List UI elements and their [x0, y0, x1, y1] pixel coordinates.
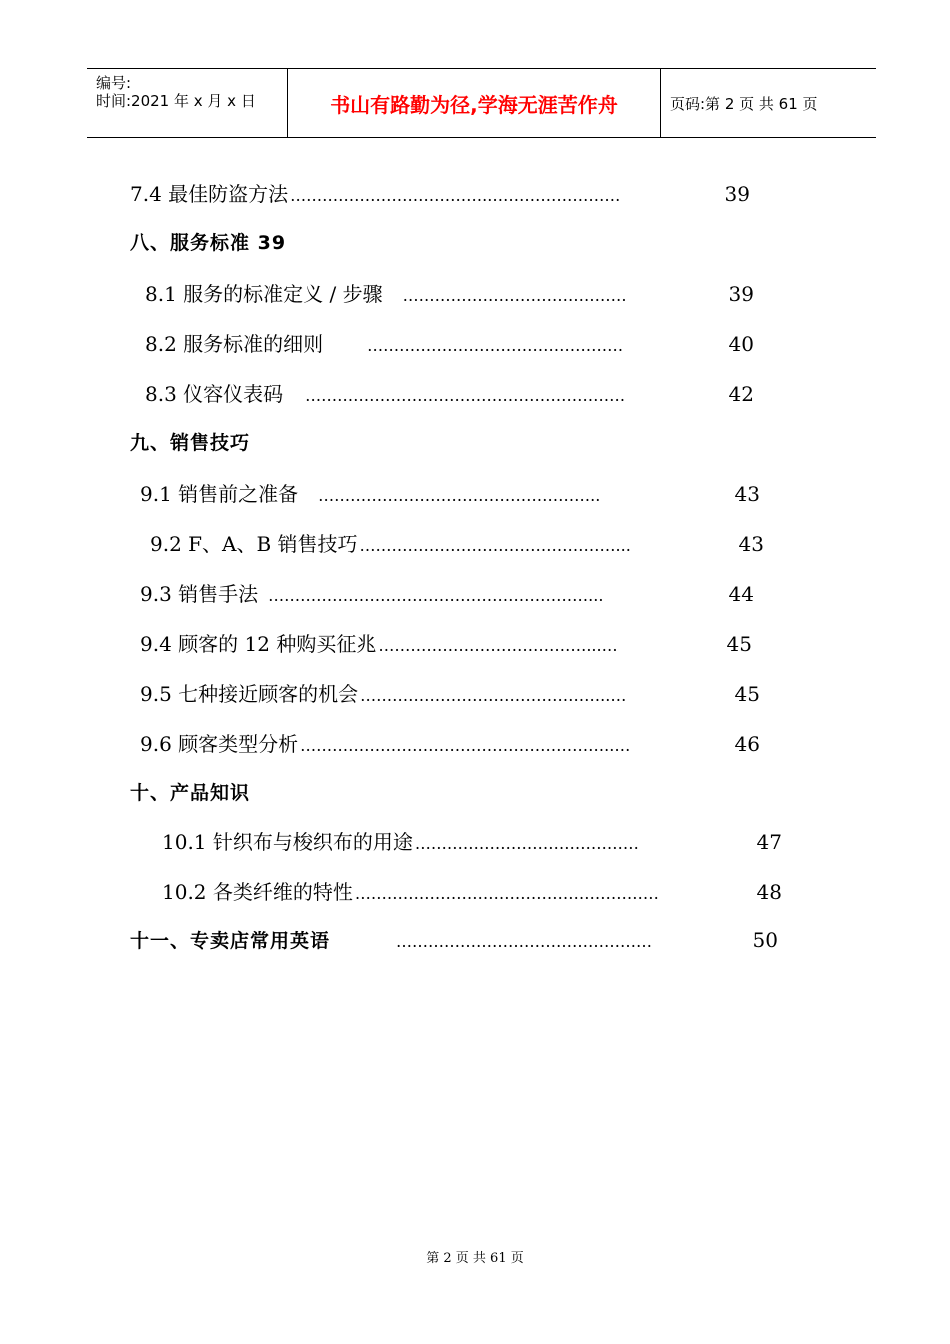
toc-leader-dots: ………………………………………… — [367, 336, 624, 355]
toc-entry-label: 9.5 七种接近顾客的机会 — [140, 682, 359, 706]
header-motto-cell — [288, 69, 661, 137]
toc-entry[interactable] — [140, 728, 760, 758]
toc-leader-dots: …………………………………………….. — [318, 486, 601, 505]
toc-leader-dots: …………………………………………... — [359, 536, 631, 555]
document-number-label: 编号: — [96, 74, 132, 92]
toc-entry[interactable] — [145, 378, 754, 408]
document-time-label: 时间:2021 年 x 月 x 日 — [96, 92, 256, 110]
toc-leader-dots: ………………………………………………… — [354, 884, 659, 903]
toc-section-label: 九、销售技巧 — [130, 432, 251, 454]
toc-leader-dots: ………………………………………… — [396, 932, 653, 951]
toc-page-number: 48 — [756, 880, 782, 904]
toc-entry-label: 9.2 F、A、B 销售技巧 — [150, 532, 358, 556]
toc-entry[interactable] — [162, 876, 782, 906]
toc-entry-label: 10.1 针织布与梭织布的用途 — [162, 830, 413, 854]
toc-page-number: 50 — [752, 928, 778, 952]
toc-page-number: 47 — [756, 830, 782, 854]
toc-leader-dots: ………………………………………..… — [360, 686, 627, 705]
toc-entry-label: 7.4 最佳防盗方法 — [130, 182, 289, 206]
toc-entry[interactable] — [140, 628, 752, 658]
toc-leader-dots: ………………………………..…………………… — [290, 186, 621, 205]
toc-leader-dots: …………………………………… — [402, 286, 627, 305]
toc-page-number: 46 — [734, 732, 760, 756]
toc-entry-label: 8.1 服务的标准定义 / 步骤 — [145, 282, 383, 306]
toc-entry-final[interactable] — [130, 926, 778, 956]
toc-entry[interactable] — [130, 178, 750, 208]
toc-page-number: 45 — [734, 682, 760, 706]
toc-entry-label: 10.2 各类纤维的特性 — [162, 880, 353, 904]
toc-page-number: 45 — [726, 632, 752, 656]
toc-page-number: 39 — [724, 182, 750, 206]
toc-entry-label: 8.2 服务标准的细则 — [145, 332, 324, 356]
toc-section-label: 十、产品知识 — [130, 782, 251, 804]
header-motto: 书山有路勤为径,学海无涯苦作舟 — [330, 93, 618, 117]
toc-page-number: 42 — [728, 382, 754, 406]
toc-entry[interactable] — [145, 328, 754, 358]
toc-leader-dots: ……………………………………………………... — [268, 586, 604, 605]
toc-leader-dots: …………………………………...… — [378, 636, 618, 655]
toc-entry-label: 9.4 顾客的 12 种购买征兆 — [140, 632, 377, 656]
toc-section-label: 八、服务标准 39 — [130, 232, 287, 254]
toc-leader-dots: …………………………………………………..… — [300, 736, 631, 755]
toc-page-number: 40 — [728, 332, 754, 356]
toc-entry[interactable] — [140, 678, 760, 708]
toc-entry[interactable] — [150, 528, 764, 558]
toc-section-heading[interactable] — [130, 428, 430, 458]
toc-page-number: 43 — [734, 482, 760, 506]
toc-entry-label: 9.1 销售前之准备 — [140, 482, 299, 506]
toc-page-number: 44 — [728, 582, 754, 606]
page-footer: 第 2 页 共 61 页 — [426, 1251, 524, 1266]
toc-section-heading[interactable] — [130, 778, 430, 808]
toc-entry-label: 9.3 销售手法 — [140, 582, 259, 606]
toc-section-heading[interactable] — [130, 228, 430, 258]
header-page-number: 页码:第 2 页 共 61 页 — [670, 95, 818, 113]
toc-page-number: 39 — [728, 282, 754, 306]
toc-entry[interactable] — [140, 578, 754, 608]
toc-section-label: 十一、专卖店常用英语 — [130, 930, 331, 952]
toc-entry-label: 9.6 顾客类型分析 — [140, 732, 299, 756]
toc-page-number: 43 — [738, 532, 764, 556]
header-page-cell — [661, 69, 876, 137]
header-meta-cell — [87, 69, 288, 137]
toc-entry[interactable] — [140, 478, 760, 508]
toc-entry-label: 8.3 仪容仪表码 — [145, 382, 284, 406]
page-header — [87, 68, 876, 138]
toc-entry[interactable] — [162, 826, 782, 856]
toc-leader-dots: …………………………………………………… — [305, 386, 626, 405]
toc-entry[interactable] — [145, 278, 754, 308]
toc-leader-dots: …………………………………… — [414, 834, 639, 853]
